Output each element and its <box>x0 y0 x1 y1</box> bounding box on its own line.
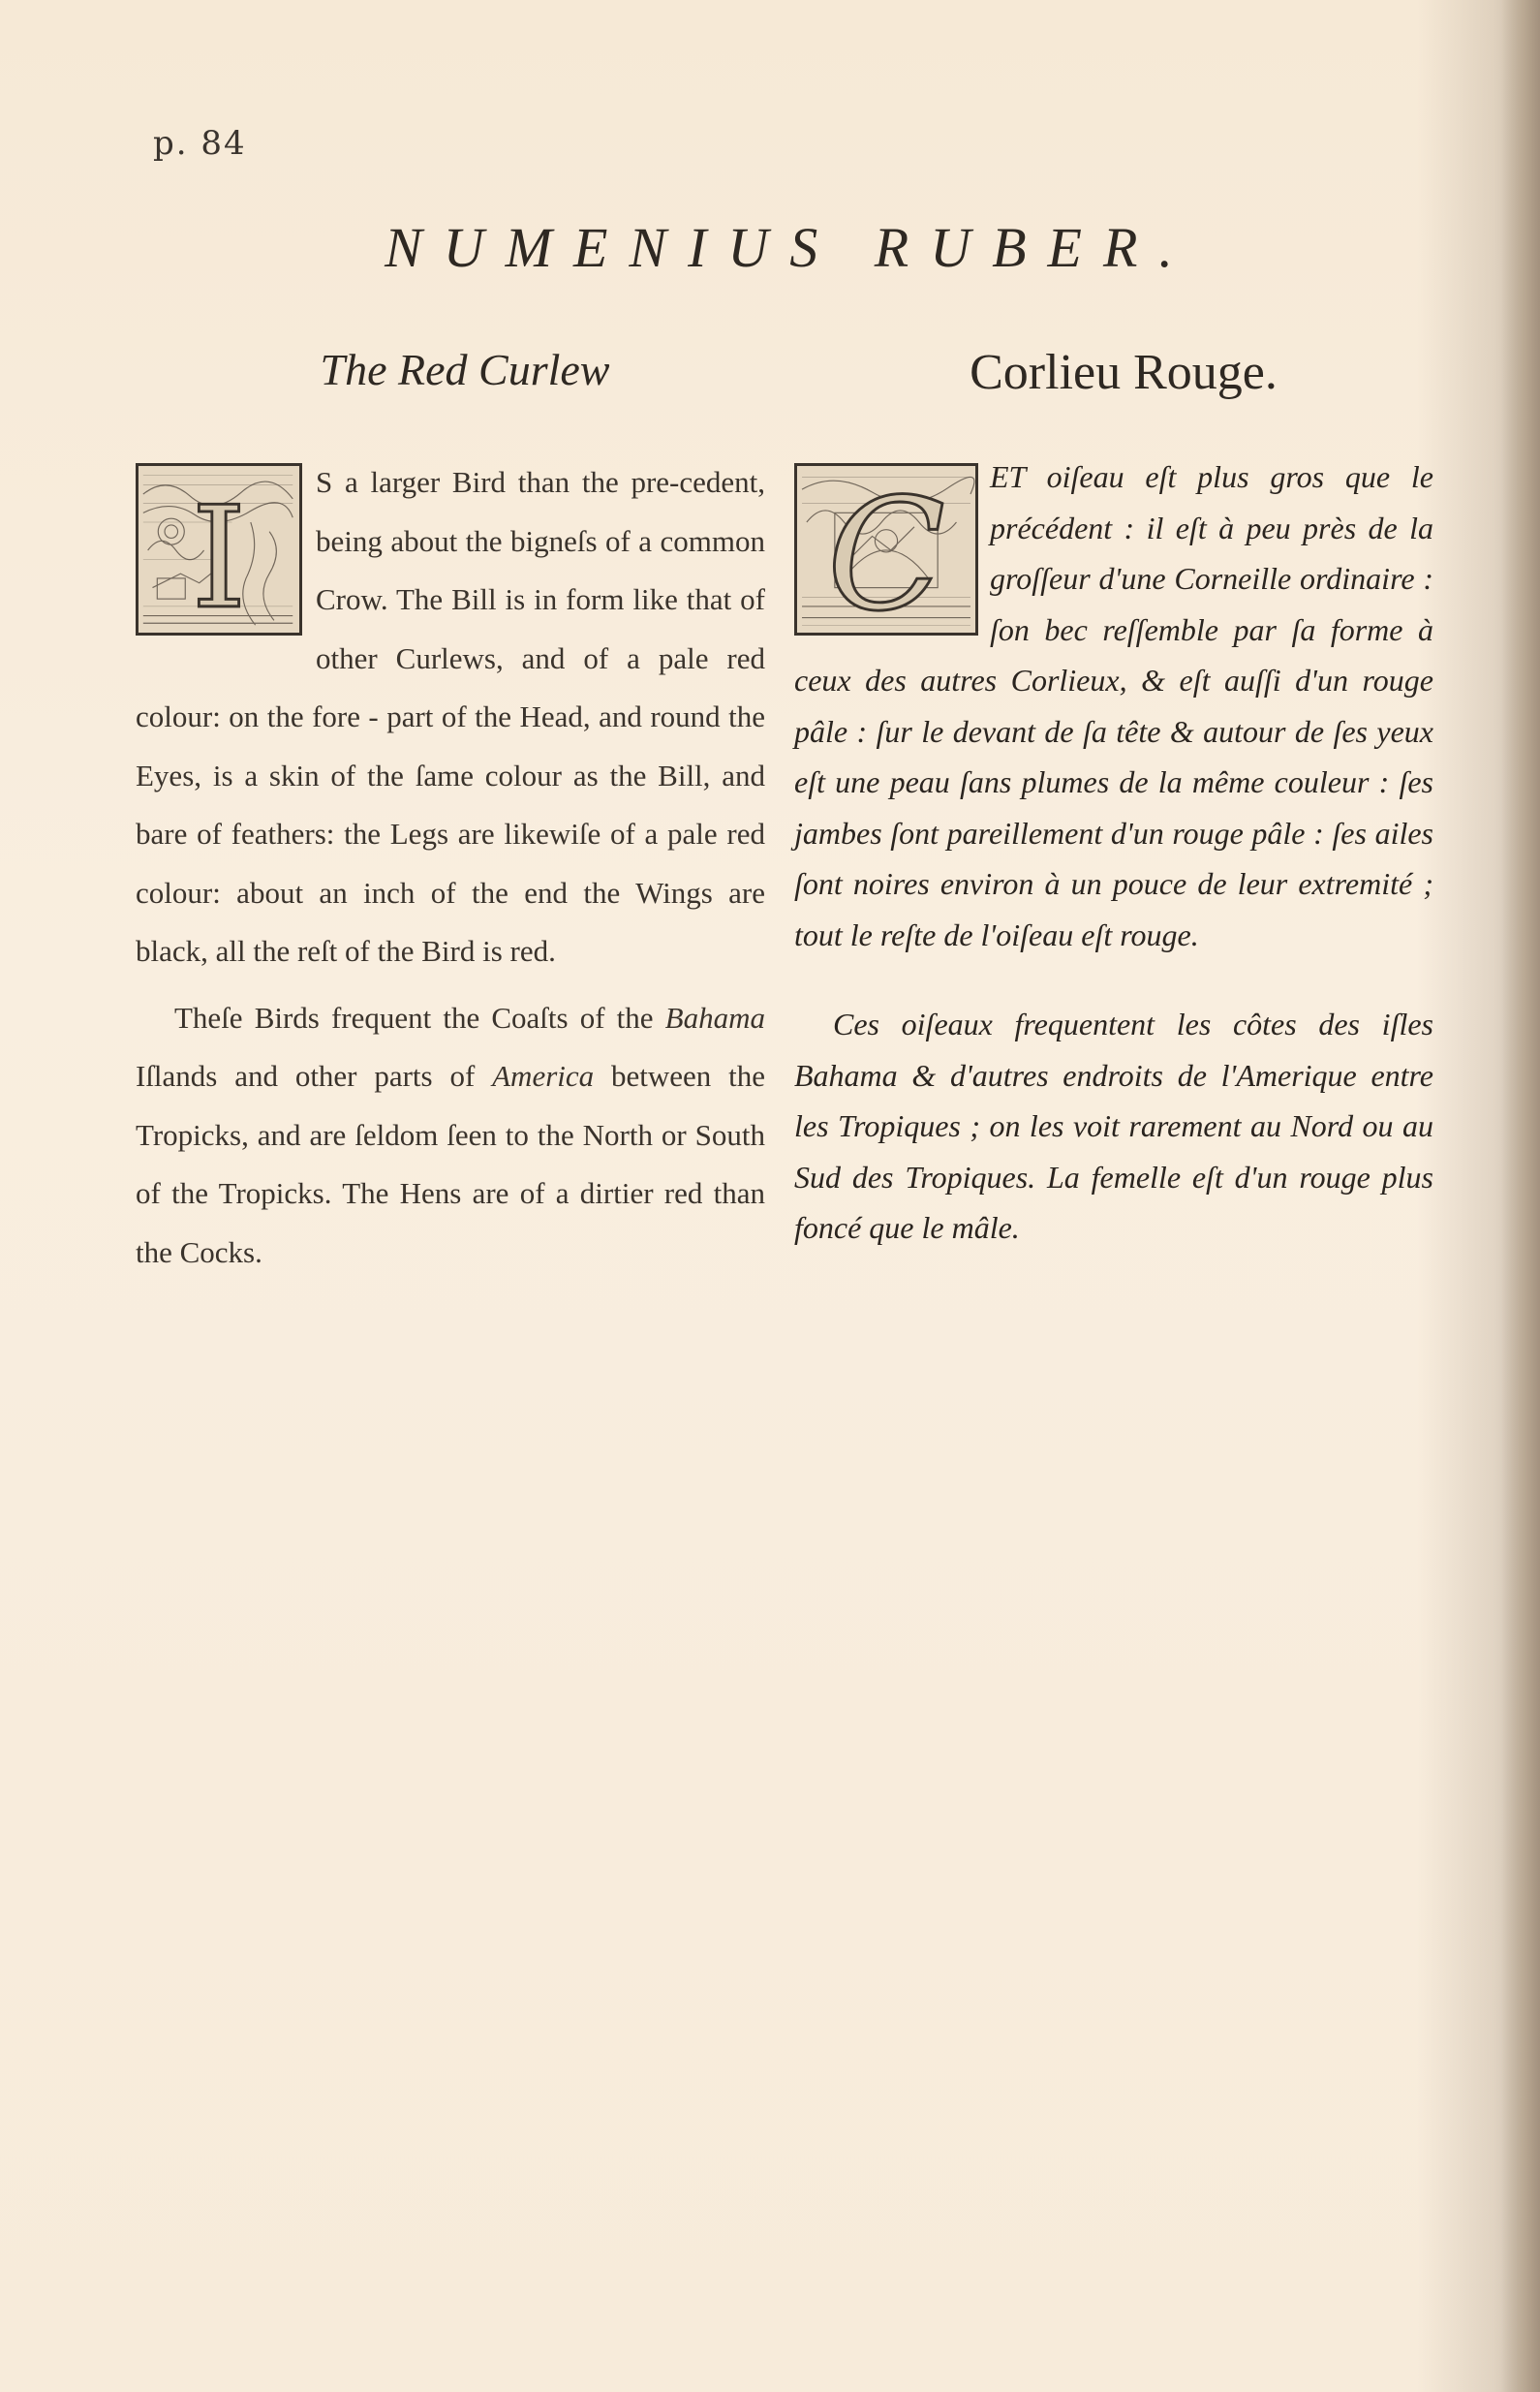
english-para2-text-b: Iſlands and other parts of <box>136 1059 493 1093</box>
page-reference: p. 84 <box>153 124 247 163</box>
page-title: NUMENIUS RUBER. <box>385 216 1194 279</box>
english-paragraph-2 <box>136 989 765 1283</box>
english-column <box>136 344 765 1282</box>
french-body <box>794 451 1433 1254</box>
place-bahama: Bahama <box>664 1000 765 1035</box>
french-heading: Corlieu Rouge. <box>970 345 1278 400</box>
english-body <box>136 453 765 1282</box>
english-heading: The Red Curlew <box>320 345 610 394</box>
ornamental-initial-c <box>794 463 978 636</box>
english-paragraph-1: S a larger Bird than the pre-cedent, being about the bigneſs of a common Crow. The Bill is in form like that of other Curlews, and of a pale red colour: on the fore - part of the Head, and round the Eyes, is a skin of the ſame colour as the Bill, and bare of feathers: the Legs are likewiſe of a pale red colour: about an inch of the end the Wings are black, all the reſt of the Bird is red. <box>136 465 765 968</box>
french-column <box>794 344 1433 1254</box>
page-edge-shadow <box>1501 0 1540 2392</box>
english-para2-text-c: between the Tropicks, and are ſeldom ſeen to the North or South of the Tropicks. The Hens are of a dirtier red than the Cocks. <box>136 1059 765 1269</box>
ornament-engraving-icon <box>797 466 975 633</box>
dropcap-letter-c: C <box>827 466 945 633</box>
place-america: America <box>492 1059 595 1093</box>
french-paragraph-2: Ces oiſeaux frequentent les côtes des iſles Bahama & d'autres endroits de l'Amerique entre les Tropiques ; on les voit rarement au Nord ou au Sud des Tropiques. La femelle eſt d'un rouge plus foncé que le mâle. <box>794 1007 1433 1245</box>
dropcap-letter-i: I <box>191 477 247 633</box>
french-paragraph-1: ET oiſeau eſt plus gros que le précédent : il eſt à peu près de la groſſeur d'une Corneille ordinaire : ſon bec reſſemble par ſa forme à ceux des autres Corlieux, & eſt auſſi d'un rouge pâle : ſur le devant de ſa tête & autour de ſes yeux eſt une peau ſans plumes de la même couleur : ſes jambes ſont pareillement d'un rouge pâle : ſes ailes ſont noires environ à un pouce de leur extremité ; tout le reſte de l'oiſeau eſt rouge. <box>794 459 1433 952</box>
english-para2-text-a: Theſe Birds frequent the Coaſts of the <box>174 1000 665 1035</box>
ornamental-initial-i <box>136 463 302 636</box>
ornament-engraving-icon <box>139 466 299 633</box>
